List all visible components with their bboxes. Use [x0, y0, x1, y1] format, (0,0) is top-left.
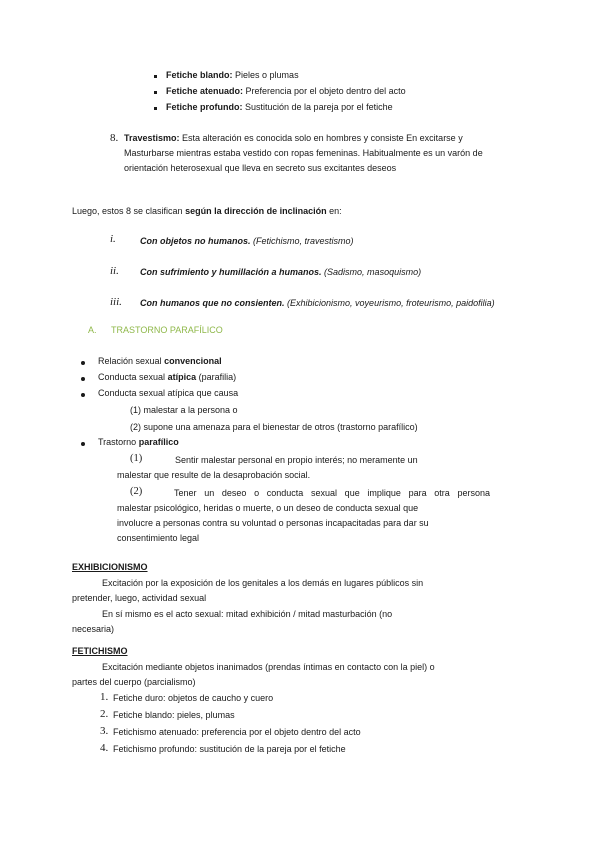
section-label: A.: [88, 325, 97, 335]
list-item: Fetiche blando: pieles, plumas: [113, 710, 235, 720]
bullet-icon: [81, 442, 85, 446]
list-number: 3.: [100, 725, 109, 737]
section-title: TRASTORNO PARAFÍLICO: [111, 325, 223, 335]
paragraph-line: pretender, luego, actividad sexual: [72, 593, 207, 603]
clasificacion-item: Con sufrimiento y humillación a humanos. (Sadismo, masoquismo): [140, 267, 422, 277]
square-bullet-icon: [154, 91, 157, 94]
fetiche-term: Fetiche blando:: [166, 70, 233, 80]
sub-item-text: Tener un deseo o conducta sexual que implique para otra persona: [174, 488, 490, 498]
sub-item: (2) supone una amenaza para el bienestar de otros (trastorno parafílico): [130, 422, 418, 432]
clasificacion-intro: Luego, estos 8 se clasifican según la dirección de inclinación en:: [72, 206, 342, 216]
travestismo-term: Travestismo:: [124, 133, 180, 143]
fetichismo-title: FETICHISMO: [72, 646, 128, 656]
travestismo-text: orientación heterosexual que lleva en secreto sus excitantes deseos: [124, 163, 397, 173]
travestismo-line: [124, 132, 463, 144]
section-heading: [88, 324, 223, 336]
list-item: Fetiche duro: objetos de caucho y cuero: [113, 693, 274, 703]
fetiche-item: [166, 101, 393, 113]
list-number: 8.: [110, 132, 119, 144]
bullet-icon: [81, 393, 85, 397]
fetiche-item: [166, 85, 406, 97]
sub-item-text: malestar que resulte de la desaprobación social.: [117, 470, 311, 480]
list-number: 1.: [100, 691, 109, 703]
square-bullet-icon: [154, 107, 157, 110]
travestismo-text: Esta alteración es conocida solo en hombres y consiste En excitarse y: [182, 133, 463, 143]
paragraph-line: Excitación mediante objetos inanimados (prendas íntimas en contacto con la piel) o: [102, 662, 435, 672]
sub-item-text: malestar psicológico, heridas o muerte, o un deseo de conducta sexual que: [117, 503, 419, 513]
clasificacion-item: Con objetos no humanos. (Fetichismo, travestismo): [140, 236, 354, 246]
sub-item-text: consentimiento legal: [117, 533, 200, 543]
paragraph-line: En sí mismo es el acto sexual: mitad exhibición / mitad masturbación (no: [102, 609, 393, 619]
list-number: 4.: [100, 742, 109, 754]
paragraph-line: necesaria): [72, 624, 115, 634]
bullet-item: Relación sexual convencional: [98, 356, 222, 366]
fetiche-term: Fetiche profundo:: [166, 102, 243, 112]
list-item: Fetichismo profundo: sustitución de la pareja por el fetiche: [113, 744, 346, 754]
sub-item-text: Sentir malestar personal en propio interés; no meramente un: [175, 455, 418, 465]
sub-item-text: involucre a personas contra su voluntad o personas incapacitadas para dar su: [117, 518, 429, 528]
bullet-icon: [81, 361, 85, 365]
roman-numeral: ii.: [110, 265, 119, 277]
square-bullet-icon: [154, 75, 157, 78]
clasificacion-item: Con humanos que no consienten. (Exhibicionismo, voyeurismo, froteurismo, paidofilia): [140, 298, 495, 308]
sub-item: (1) malestar a la persona o: [130, 405, 238, 415]
bullet-item: Conducta sexual atípica (parafilia): [98, 372, 237, 382]
sub-number: (1): [130, 453, 143, 464]
bullet-item: Trastorno parafílico: [98, 437, 179, 447]
list-number: 2.: [100, 708, 109, 720]
roman-numeral: i.: [110, 233, 116, 245]
sub-number: (2): [130, 486, 143, 497]
paragraph-line: Excitación por la exposición de los genitales a los demás en lugares públicos sin: [102, 578, 424, 588]
exhibicionismo-title: EXHIBICIONISMO: [72, 562, 148, 572]
travestismo-text: Masturbarse mientras estaba vestido con ropas femeninas. Habitualmente es un varón de: [124, 148, 483, 158]
bullet-icon: [81, 377, 85, 381]
roman-numeral: iii.: [110, 296, 122, 308]
fetiche-desc: Sustitución de la pareja por el fetiche: [245, 102, 393, 112]
fetiche-desc: Preferencia por el objeto dentro del acto: [245, 86, 406, 96]
list-item: Fetichismo atenuado: preferencia por el objeto dentro del acto: [113, 727, 361, 737]
bullet-item: Conducta sexual atípica que causa: [98, 388, 239, 398]
paragraph-line: partes del cuerpo (parcialismo): [72, 677, 196, 687]
fetiche-item: [166, 69, 299, 81]
clasificacion-criterion: según la dirección de inclinación: [185, 206, 327, 216]
fetiche-desc: Pieles o plumas: [235, 70, 299, 80]
fetiche-term: Fetiche atenuado:: [166, 86, 244, 96]
